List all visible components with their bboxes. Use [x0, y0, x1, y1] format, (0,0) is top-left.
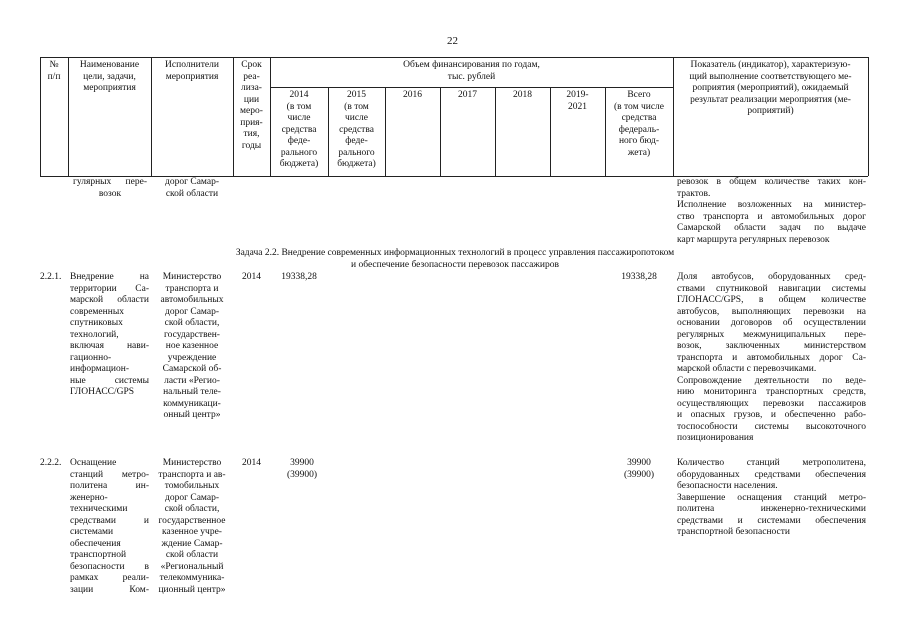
header-col-executors: Исполнители мероприятия	[165, 60, 219, 82]
row-indicator: Количество станций метрополитена, оборудованных средствами обеспечения безопасности населения. Завершение оснащения станций метро- политена инженерно-техническими средствами и системами обеспечения транспортной безопасности	[677, 458, 866, 537]
task-heading-line-2: и обеспечение безопасности перевозок пассажиров	[351, 260, 559, 270]
header-col-finance: Объем финансирования по годам, тыс. рублей	[403, 60, 540, 82]
header-col-name: Наименование цели, задачи, мероприятия	[79, 60, 140, 93]
row-indicator: Доля автобусов, оборудованных сред- ствами спутниковой навигации системы ГЛОНАСС/GPS, в общем количестве автобусов, выполняющих перевозки на основании договоров об осуществлении регулярных межмуниципальных пере- возок, заключенных министерством транспорта и автомобильных дорог Са- марской области с перевозчиками. Сопровождение деятельности по веде- нию мониторинга транспортных средств, осуществляющих перевозки пассажиров и опасных грузов, и обеспеченно рабо- тоспособности системы высокоточного позиционирования	[677, 272, 866, 443]
header-year-2014: 2014 (в том числе средства феде- рального бюджета)	[279, 90, 319, 169]
row-executors: Министерство транспорта и автомобильных дорог Самар- ской области, государствен- ное казенное учреждение Самарской об- ласти «Регио- нальный теле- коммуникаци- онный центр»	[160, 272, 224, 420]
row-number: 2.2.1.	[40, 272, 62, 282]
finance-subheader-border	[270, 87, 673, 88]
header-col-indicator: Показатель (индикатор), характеризую- щий выполнение соответствующего ме- роприятия (мероприятий), ожидаемый результат реализации мероприятия (ме- роприятий)	[689, 60, 852, 116]
row-year: 2014	[242, 272, 261, 282]
header-total: Всего (в том числе средства федераль- ного бюд- жета)	[613, 90, 665, 158]
table-top-border	[40, 57, 868, 58]
header-year-2015: 2015 (в том числе средства феде- рального бюджета)	[337, 90, 376, 169]
continuation-name: гулярных пере- возок	[73, 177, 147, 199]
row-amount-2014: 39900 (39900)	[286, 458, 318, 480]
row-executors: Министерство транспорта и ав- томобильных дорог Самар- ской области, государственное казенное учре- ждение Самар- ской области «Региональный телекоммуника- ционный центр»	[158, 458, 226, 595]
continuation-indicator: ревозок в общем количестве таких кон- трактов. Исполнение возложенных на министер- ство транспорта и автомобильных дорог Самарской области задач по выдаче карт маршрута регулярных перевозок	[677, 177, 866, 245]
col-line	[868, 57, 869, 176]
task-heading-line-1: Задача 2.2. Внедрение современных информационных технологий в процесс управления пассажиропотоком	[235, 248, 675, 258]
continuation-executors: дорог Самар- ской области	[165, 177, 219, 199]
header-col-number: № п/п	[47, 60, 61, 82]
header-col-term: Срок реа- лиза- ции меро- прия- тия, годы	[240, 60, 263, 151]
row-total: 39900 (39900)	[623, 458, 655, 480]
header-year-2016: 2016	[403, 90, 422, 100]
header-year-2017: 2017	[458, 90, 477, 100]
row-name: Оснащение станций метро- политена ин- женерно- техническими средствами и системами обеспечения транспортной безопасности в рамках реали- зации Ком-	[70, 458, 149, 595]
row-total: 19338,28	[621, 272, 657, 282]
row-name: Внедрение на территории Са- марской области современных спутниковых технологий, включая нави- гационно- информацион- ные системы ГЛОНАСС/GPS	[70, 272, 149, 397]
header-year-2018: 2018	[513, 90, 532, 100]
row-amount-2014: 19338,28	[281, 272, 317, 282]
page-number: 22	[447, 35, 458, 47]
row-number: 2.2.2.	[40, 458, 62, 468]
header-year-2019-2021: 2019- 2021	[566, 90, 589, 112]
row-year: 2014	[242, 458, 261, 468]
